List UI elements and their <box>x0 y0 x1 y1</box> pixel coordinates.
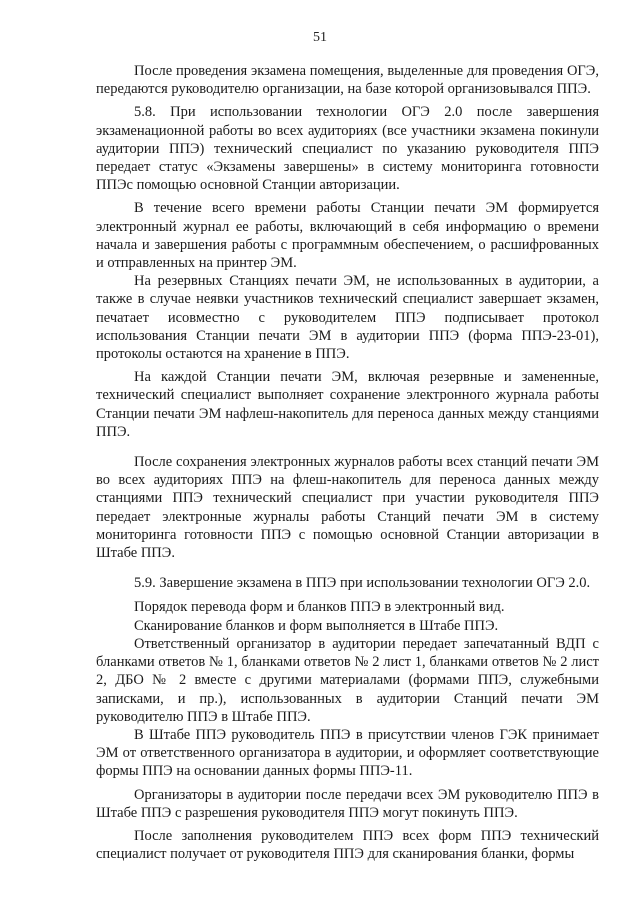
paragraph-scanning-location: Сканирование бланков и форм выполняется в Штабе ППЭ. <box>134 617 499 634</box>
paragraph-section-5-9: 5.9. Завершение экзамена в ППЭ при использовании технологии ОГЭ 2.0. <box>134 575 591 592</box>
paragraph-reserve-stations: На резервных Станциях печати ЭМ, не использованных в аудитории, а также в случае неявки участников технический специалист завершает экзамен, печатает исовместно с руководителем ППЭ подписывает протокол использования Станции печати ЭМ в аудитории ППЭ (форма ППЭ-23-01), протоколы остаются на хранение в ППЭ. <box>96 273 599 363</box>
page-number: 51 <box>313 30 327 45</box>
paragraph-scanning-start: После заполнения руководителем ППЭ всех форм ППЭ технический специалист получает от руководителя ППЭ для сканирования бланки, формы <box>96 827 599 863</box>
paragraph-conversion-order: Порядок перевода форм и бланков ППЭ в электронный вид. <box>134 599 505 616</box>
paragraph-section-5-8: 5.8. При использовании технологии ОГЭ 2.0 после завершения экзаменационной работы во всех аудиториях (все участники экзамена покинули аудитории ППЭ) технический специалист по указанию руководителя ППЭ передает статус «Экзамены завершены» в систему мониторинга готовности ППЭс помощью основной Станции авторизации. <box>96 104 599 194</box>
paragraph-organizers-leave: Организаторы в аудитории после передачи всех ЭМ руководителю ППЭ в Штабе ППЭ с разрешения руководителя ППЭ могут покинуть ППЭ. <box>96 786 599 821</box>
paragraph-electronic-journal: В течение всего времени работы Станции печати ЭМ формируется электронный журнал ее работы, включающий в себя информацию о времени начала и завершения работы с программным обеспечением, о расшифрованных и отправленных на принтер ЭМ. <box>96 200 599 272</box>
paragraph-journal-saving: На каждой Станции печати ЭМ, включая резервные и замененные, технический специалист выполняет сохранение электронного журнала работы Станции печати ЭМ нафлеш-накопитель для переноса данных между станциями ППЭ. <box>96 369 599 440</box>
document-body <box>96 62 599 863</box>
paragraph-headquarters-acceptance: В Штабе ППЭ руководитель ППЭ в присутствии членов ГЭК принимает ЭМ от ответственного организатора в аудитории, и оформляет соответствующие формы ППЭ на основании данных формы ППЭ-11. <box>96 726 599 780</box>
paragraph-organizer-handover: Ответственный организатор в аудитории передает запечатанный ВДП с бланками ответов № 1, бланками ответов № 2 лист 1, бланками ответов № 2 лист 2, ДБО № 2 вместе с другими материалами (формами ППЭ, служебными записками, и пр.), использованных в аудитории Станций печати ЭМ руководителю ППЭ в Штабе ППЭ. <box>96 635 599 725</box>
paragraph-journal-transfer: После сохранения электронных журналов работы всех станций печати ЭМ во всех аудиториях ППЭ на флеш-накопитель для переноса данных между станциями ППЭ технический специалист при участии руководителя ППЭ передает электронные журналы работы Станций печати ЭМ в систему мониторинга готовности ППЭ с помощью основной Станции авторизации в Штабе ППЭ. <box>96 454 599 562</box>
paragraph-premises-handover: После проведения экзамена помещения, выделенные для проведения ОГЭ, передаются руководителю организации, на базе которой организовывался ППЭ. <box>96 63 599 98</box>
